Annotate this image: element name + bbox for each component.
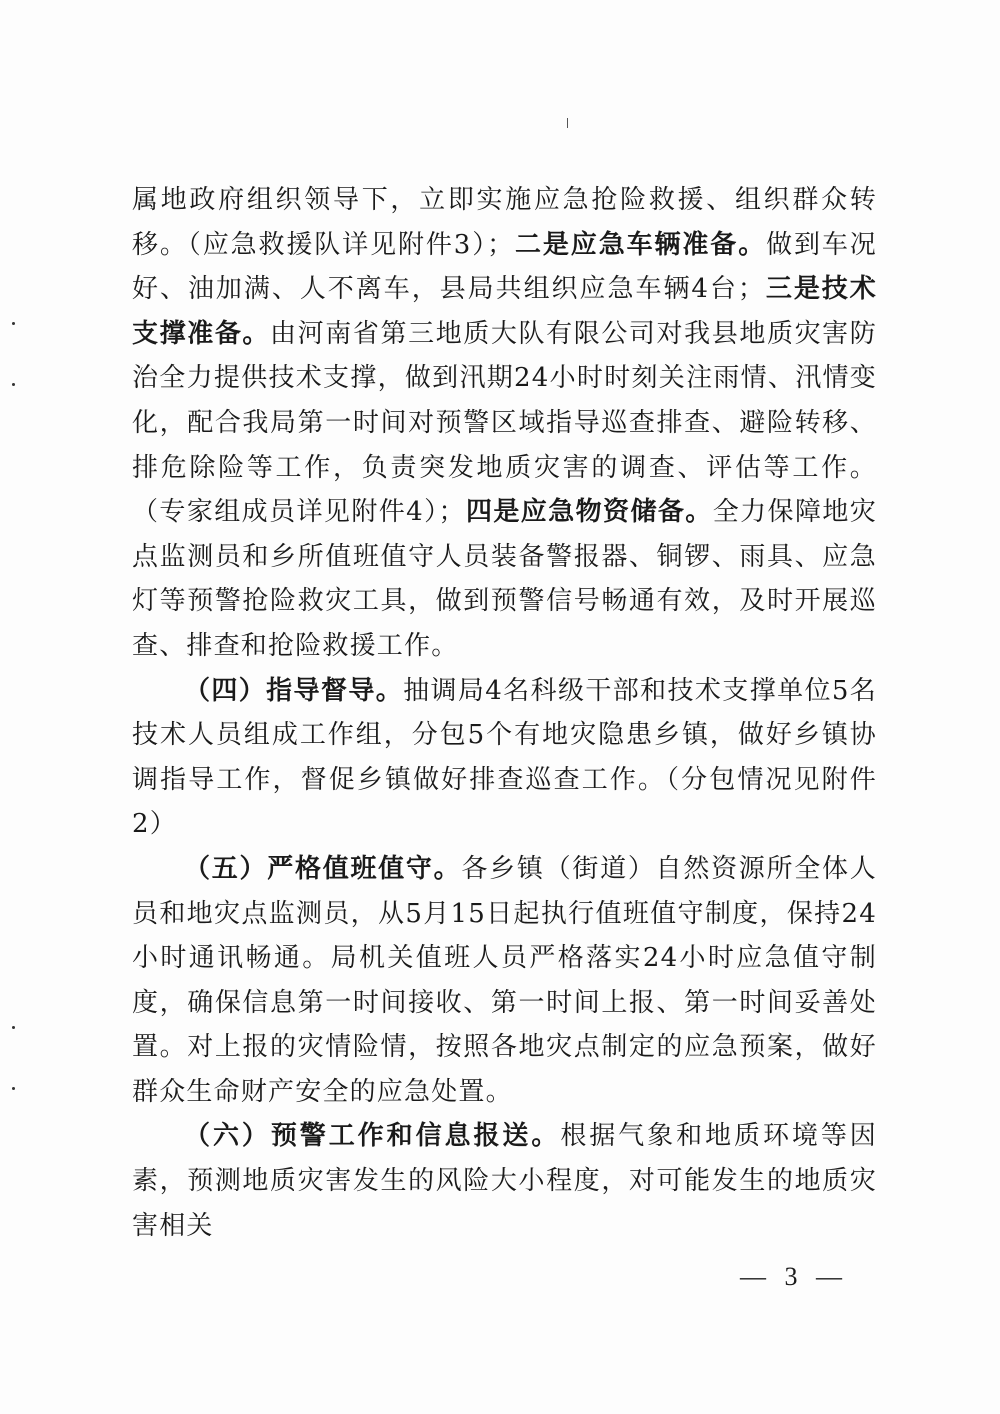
scan-mark [567, 118, 568, 128]
section-heading-4: （四）指导督导。 [184, 675, 404, 706]
body-text-segment: 根据气象和地质环境等因素，预测地质灾害发生的风险大小程度，对可能发生的地质灾害相关 [132, 1121, 878, 1241]
body-text-segment: 全力保障地灾点监测员和乡所值班值守人员装备警报器、铜锣、雨具、应急灯等预警抢险救灾工具，做到预警信号畅通有效，及时开展巡查、排查和抢险救援工作。 [132, 497, 877, 661]
body-text-segment: 抽调局4名科级干部和技术支撑单位5名技术人员组成工作组，分包5个有地灾隐患乡镇，做好乡镇协调指导工作，督促乡镇做好排查巡查工作。（分包情况见附件2） [132, 675, 877, 840]
scan-dot [12, 383, 15, 386]
document-body [132, 178, 877, 1248]
paragraph-guidance-supervision [132, 669, 877, 847]
scan-dot [12, 1026, 15, 1029]
section-heading-technical-support: 三是技术支撑准备。 [132, 274, 877, 349]
scan-dot [12, 322, 15, 325]
section-heading-5: （五）严格值班值守。 [184, 853, 462, 884]
paragraph-duty-shifts [132, 847, 877, 1115]
paragraph-early-warning [132, 1114, 877, 1248]
section-heading-6: （六）预警工作和信息报送。 [184, 1121, 561, 1152]
body-text-segment: 各乡镇（街道）自然资源所全体人员和地灾点监测员，从5月15日起执行值班值守制度，保持24小时通讯畅通。局机关值班人员严格落实24小时应急值守制度，确保信息第一时间接收、第一时间上报、第一时间妥善处置。对上报的灾情险情，按照各地灾点制定的应急预案，做好群众生命财产安全的应急处置。 [132, 853, 877, 1107]
body-text-segment: 由河南省第三地质大队有限公司对我县地质灾害防治全力提供技术支撑，做到汛期24小时时刻关注雨情、汛情变化，配合我局第一时间对预警区域指导巡查排查、避险转移、排危除险等工作，负责突发地质灾害的调查、评估等工作。（专家组成员详见附件4）； [132, 318, 877, 528]
section-heading-supplies: 四是应急物资储备。 [465, 497, 713, 528]
paragraph-emergency-preparation [132, 178, 877, 669]
page-number: — 3 — [740, 1262, 848, 1291]
scan-dot [12, 1087, 15, 1090]
body-text-segment: 做到车况好、油加满、人不离车，县局共组织应急车辆4台； [132, 229, 877, 305]
body-text-segment: 属地政府组织领导下，立即实施应急抢险救援、组织群众转移。（应急救援队详见附件3）； [132, 185, 877, 260]
section-heading-vehicles: 二是应急车辆准备。 [514, 229, 767, 260]
